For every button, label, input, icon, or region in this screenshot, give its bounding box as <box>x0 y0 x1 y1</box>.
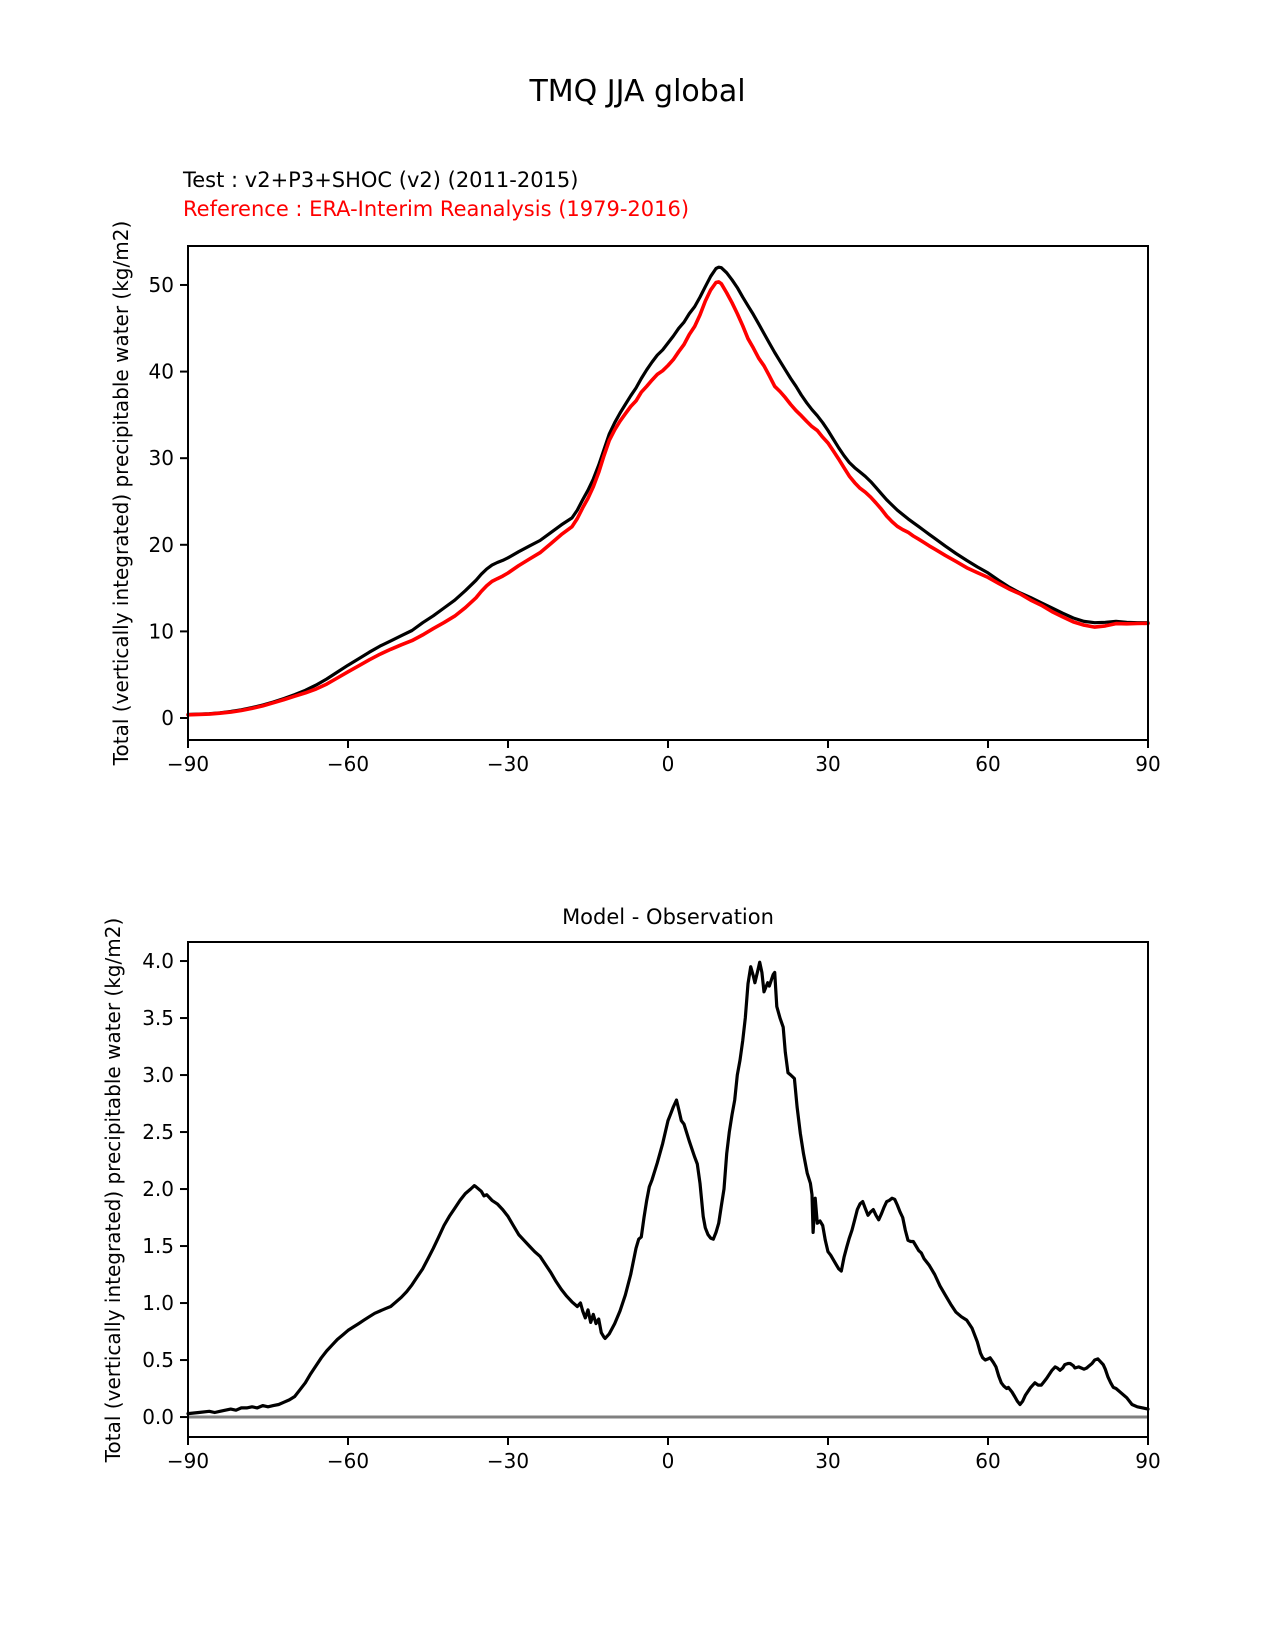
x-tick-label: 0 <box>661 1449 675 1473</box>
y-tick-label: 40 <box>148 359 174 384</box>
x-tick-label: 90 <box>1135 752 1161 776</box>
y-tick-label: 4.0 <box>142 949 174 974</box>
x-tick-label: 0 <box>661 752 675 776</box>
y-tick-label: 10 <box>148 619 174 644</box>
y-tick-label: 3.5 <box>142 1006 174 1031</box>
x-tick-label: 90 <box>1135 1449 1161 1473</box>
y-tick-label: 0 <box>161 706 174 731</box>
x-tick-label: −30 <box>486 752 530 776</box>
y-tick-label: 0.0 <box>142 1405 174 1430</box>
x-tick-label: −60 <box>326 1449 370 1473</box>
y-tick-label: 30 <box>148 446 174 471</box>
y-tick-label: 1.0 <box>142 1291 174 1316</box>
y-tick-label: 2.0 <box>142 1177 174 1202</box>
x-tick-label: 60 <box>975 1449 1001 1473</box>
bottom-chart <box>142 942 1161 1473</box>
axes-box <box>188 942 1148 1437</box>
top-chart-ylabel: Total (vertically integrated) precipitable water (kg/m2) <box>109 220 133 766</box>
top-chart <box>149 246 1161 776</box>
x-tick-label: −90 <box>166 752 210 776</box>
y-tick-label: 1.5 <box>142 1234 174 1259</box>
y-tick-label: 50 <box>148 272 174 297</box>
legend-test-label: Test : v2+P3+SHOC (v2) (2011-2015) <box>183 168 579 192</box>
bottom-chart-ylabel: Total (vertically integrated) precipitable water (kg/m2) <box>101 917 125 1463</box>
y-tick-label: 3.0 <box>142 1063 174 1088</box>
x-tick-label: −90 <box>166 1449 210 1473</box>
series-line-0 <box>188 962 1148 1413</box>
series-line-1 <box>188 282 1148 715</box>
y-tick-label: 2.5 <box>142 1120 174 1145</box>
x-tick-label: −30 <box>486 1449 530 1473</box>
axes-box <box>188 246 1148 740</box>
x-tick-label: −60 <box>326 752 370 776</box>
x-tick-label: 30 <box>815 1449 841 1473</box>
y-tick-label: 20 <box>148 532 174 557</box>
x-tick-label: 60 <box>975 752 1001 776</box>
y-tick-label: 0.5 <box>142 1348 174 1373</box>
series-line-0 <box>188 267 1148 714</box>
figure-title: TMQ JJA global <box>529 74 746 109</box>
legend-reference-label: Reference : ERA-Interim Reanalysis (1979-2016) <box>183 197 690 221</box>
x-tick-label: 30 <box>815 752 841 776</box>
bottom-chart-title: Model - Observation <box>562 905 774 929</box>
